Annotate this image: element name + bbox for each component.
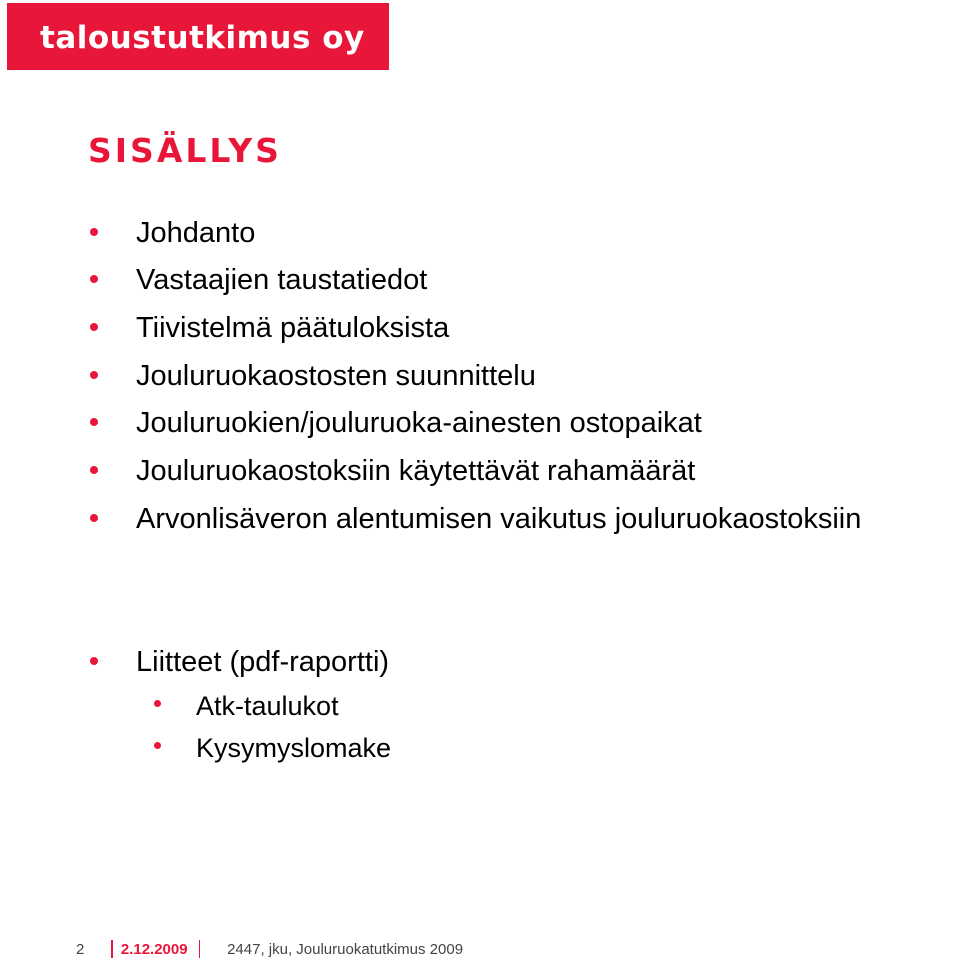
- toc-appendix-label: Liitteet (pdf-raportti): [136, 646, 390, 678]
- bullet-icon: [90, 275, 98, 283]
- page-footer: [76, 940, 463, 958]
- logo-text: taloustutkimus oy: [40, 19, 365, 56]
- toc-item-label: Jouluruokaostoksiin käytettävät rahamäärät: [136, 455, 696, 487]
- toc-item-label: Vastaajien taustatiedot: [136, 264, 428, 296]
- toc-item-label: Tiivistelmä päätuloksista: [136, 312, 450, 344]
- toc-item: [136, 406, 702, 440]
- toc-subitem: [196, 689, 339, 723]
- toc-appendix: [136, 645, 389, 679]
- toc-item: [136, 216, 255, 250]
- toc-subitem: [196, 731, 391, 765]
- footer-divider: [111, 940, 113, 958]
- bullet-icon: [90, 228, 98, 236]
- toc-item: [136, 263, 427, 297]
- toc-item-label: Jouluruokien/jouluruoka-ainesten ostopaikat: [136, 407, 702, 439]
- footer-info: 2447, jku, Jouluruokatutkimus 2009: [227, 940, 464, 958]
- toc-item-label: Arvonlisäveron alentumisen vaikutus jouluruokaostoksiin: [136, 503, 862, 535]
- toc-item-label: Johdanto: [136, 217, 256, 249]
- bullet-icon: [154, 700, 161, 707]
- toc-subitem-label: Atk-taulukot: [196, 691, 339, 721]
- bullet-icon: [154, 742, 161, 749]
- toc-item: [136, 359, 536, 393]
- toc-item-label: Jouluruokaostosten suunnittelu: [136, 360, 536, 392]
- bullet-icon: [90, 323, 98, 331]
- bullet-icon: [90, 657, 98, 665]
- toc-item: [136, 311, 449, 345]
- footer-date: 2.12.2009: [120, 940, 188, 958]
- bullet-icon: [90, 371, 98, 379]
- bullet-icon: [90, 514, 98, 522]
- page-number: 2: [76, 940, 85, 958]
- bullet-icon: [90, 466, 98, 474]
- page-title: SISÄLLYS: [88, 131, 282, 170]
- toc-subitem-label: Kysymyslomake: [196, 733, 392, 763]
- footer-divider: [199, 940, 201, 958]
- toc-item: [136, 502, 861, 536]
- toc-item: [136, 454, 695, 488]
- bullet-icon: [90, 418, 98, 426]
